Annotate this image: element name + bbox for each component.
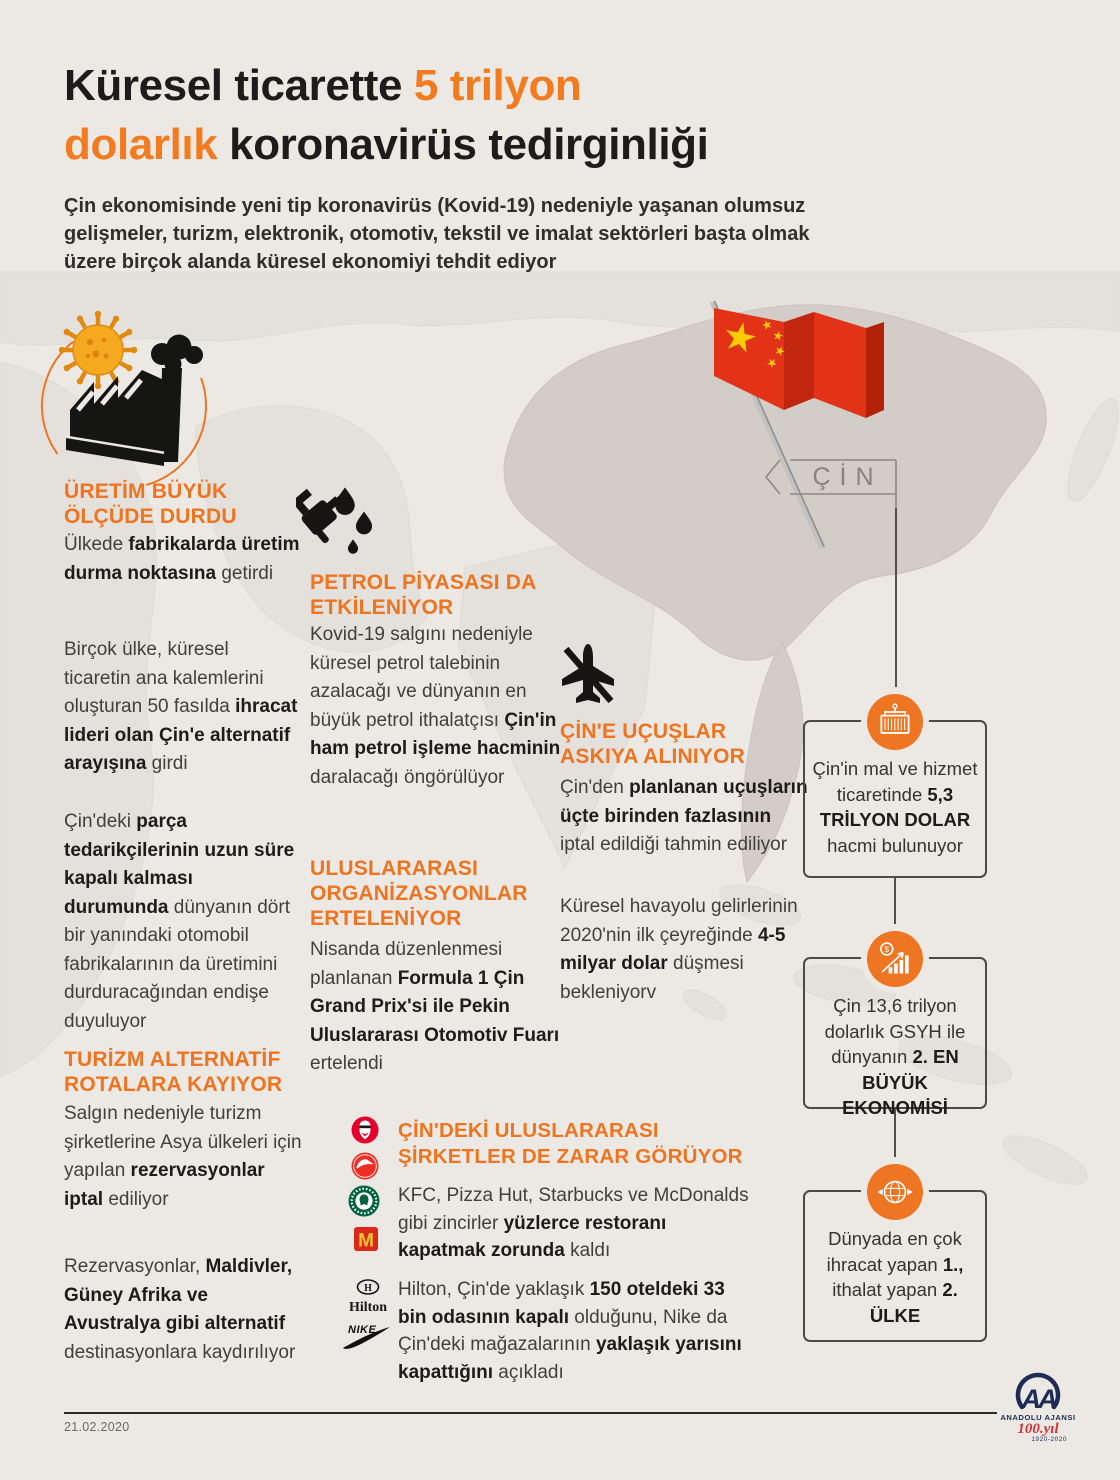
kfc-logo <box>351 1116 379 1144</box>
stat-card-trade-volume <box>803 720 987 878</box>
page-title <box>64 56 804 174</box>
stat-card-gdp <box>803 945 987 1118</box>
flights-paragraph-1: Çin'den planlanan uçuşların üçte birinden fazlasının iptal edildiği tahmin ediliyor <box>560 777 808 855</box>
coronavirus-icon <box>59 311 137 389</box>
stat-card-text: Çin 13,6 trilyon dolarlık GSYH ile dünyanın 2. EN BÜYÜK EKONOMİSİ <box>824 995 966 1118</box>
companies-paragraph-2: Hilton, Çin'de yaklaşık 150 oteldeki 33 bin odasının kapalı olduğunu, Nike da Çin'deki mağazalarının yaklaşık yarısını kapattığını açıkladı <box>398 1279 742 1383</box>
stat-card-text: Dünyada en çok ihracat yapan 1., ithalat yapan 2. ÜLKE <box>826 1228 964 1326</box>
svg-text:NIKE: NIKE <box>348 1324 377 1336</box>
virus-factory-icon <box>36 310 211 490</box>
cargo-container-icon <box>867 694 923 750</box>
section-heading-events: ULUSLARARASI ORGANİZASYONLAR ERTELENİYOR <box>310 857 528 930</box>
no-flight-icon <box>556 640 620 710</box>
production-paragraph-3: Çin'deki parça tedarikçilerinin uzun süre kapalı kalması durumunda dünyanın dört bir yanındaki otomobil fabrikalarının da üretimini durduracağından endişe duyuluyor <box>64 811 295 1032</box>
footer-rule <box>64 1412 997 1414</box>
hilton-logo <box>344 1278 392 1318</box>
china-flag <box>688 292 923 564</box>
flights-paragraph-2: Küresel havayolu gelirlerinin 2020'nin ilk çeyreğinde 4-5 milyar dolar düşmesi bekleniyorv <box>560 896 798 1003</box>
section-heading-flights: ÇİN'E UÇUŞLAR ASKIYA ALINIYOR <box>560 720 746 768</box>
section-heading-tourism: TURİZM ALTERNATİF ROTALARA KAYIYOR <box>64 1048 283 1096</box>
svg-text:$: $ <box>884 945 890 955</box>
section-heading-oil: PETROL PİYASASI DA ETKİLENİYOR <box>310 571 536 619</box>
svg-text:Hilton: Hilton <box>348 1300 388 1315</box>
pizza-hut-logo <box>351 1152 379 1180</box>
mcdonalds-logo <box>353 1226 379 1252</box>
svg-text:AA: AA <box>1021 1384 1055 1412</box>
production-paragraph-2: Birçok ülke, küresel ticaretin ana kalemlerini oluşturan 50 fasılda ihracat lideri olan Çin'e alternatif arayışına girdi <box>64 639 298 774</box>
svg-text:M: M <box>358 1230 374 1252</box>
page-title-line1: Küresel ticarette 5 trilyon <box>64 61 582 110</box>
globe-trade-icon <box>867 1164 923 1220</box>
starbucks-logo <box>348 1185 380 1217</box>
production-paragraph-1: Ülkede fabrikalarda üretim durma noktasına getirdi <box>64 534 300 584</box>
tourism-paragraph-1: Salgın nedeniyle turizm şirketlerine Asya ülkeleri için yapılan rezervasyonlar iptal ediliyor <box>64 1103 302 1210</box>
flag-cloth <box>714 308 884 418</box>
centennial-years: 1920-2020 <box>1031 1436 1067 1443</box>
agency-logo-block <box>999 1368 1077 1443</box>
connector-line <box>895 508 897 687</box>
connector-line <box>894 878 896 924</box>
gdp-growth-icon <box>867 931 923 987</box>
section-heading-production: ÜRETİM BÜYÜK ÖLÇÜDE DURDU <box>64 480 237 528</box>
page-title-line2: dolarlık koronavirüs tedirginliği <box>64 120 709 169</box>
centennial-mark: 100.yıl <box>1017 1421 1059 1437</box>
intro-text: Çin ekonomisinde yeni tip koronavirüs (Kovid-19) nedeniyle yaşanan olumsuz gelişmeler, turizm, elektronik, otomotiv, tekstil ve imalat sektörleri başta olmak üzere birçok alanda küresel ekonomiyi tehdit ediyor <box>64 195 810 273</box>
country-label-text: ÇİN <box>812 463 883 491</box>
stat-card-text: Çin'in mal ve hizmet ticaretinde 5,3 TRİLYON DOLAR hacmi bulunuyor <box>812 758 978 856</box>
nike-logo <box>342 1322 392 1352</box>
country-label-china <box>764 446 898 508</box>
stat-card-trade-rank <box>803 1190 987 1342</box>
tourism-paragraph-2: Rezervasyonlar, Maldivler, Güney Afrika ve Avustralya gibi alternatif destinasyonlara kaydırılıyor <box>64 1256 296 1363</box>
oil-paragraph-1: Kovid-19 salgını nedeniyle küresel petrol talebinin azalacağı ve dünyanın en büyük petrol ithalatçısı Çin'in ham petrol işleme hacminin daralacağı öngörülüyor <box>310 624 561 788</box>
oil-pump-icon <box>296 484 378 572</box>
svg-text:H: H <box>364 1283 372 1294</box>
section-heading-companies: ÇİN'DEKİ ULUSLARARASI ŞİRKETLER DE ZARAR GÖRÜYOR <box>398 1119 743 1168</box>
events-paragraph-1: Nisanda düzenlenmesi planlanan Formula 1 Çin Grand Prix'si ile Pekin Uluslararası Otomotiv Fuarı ertelendi <box>310 939 560 1074</box>
agency-name: ANADOLU AJANSI <box>1000 1413 1076 1422</box>
companies-paragraph-1: KFC, Pizza Hut, Starbucks ve McDonalds gibi zincirler yüzlerce restoranı kapatmak zorunda kaldı <box>398 1185 749 1261</box>
publish-date: 21.02.2020 <box>64 1420 130 1434</box>
aa-logo <box>1008 1368 1068 1412</box>
